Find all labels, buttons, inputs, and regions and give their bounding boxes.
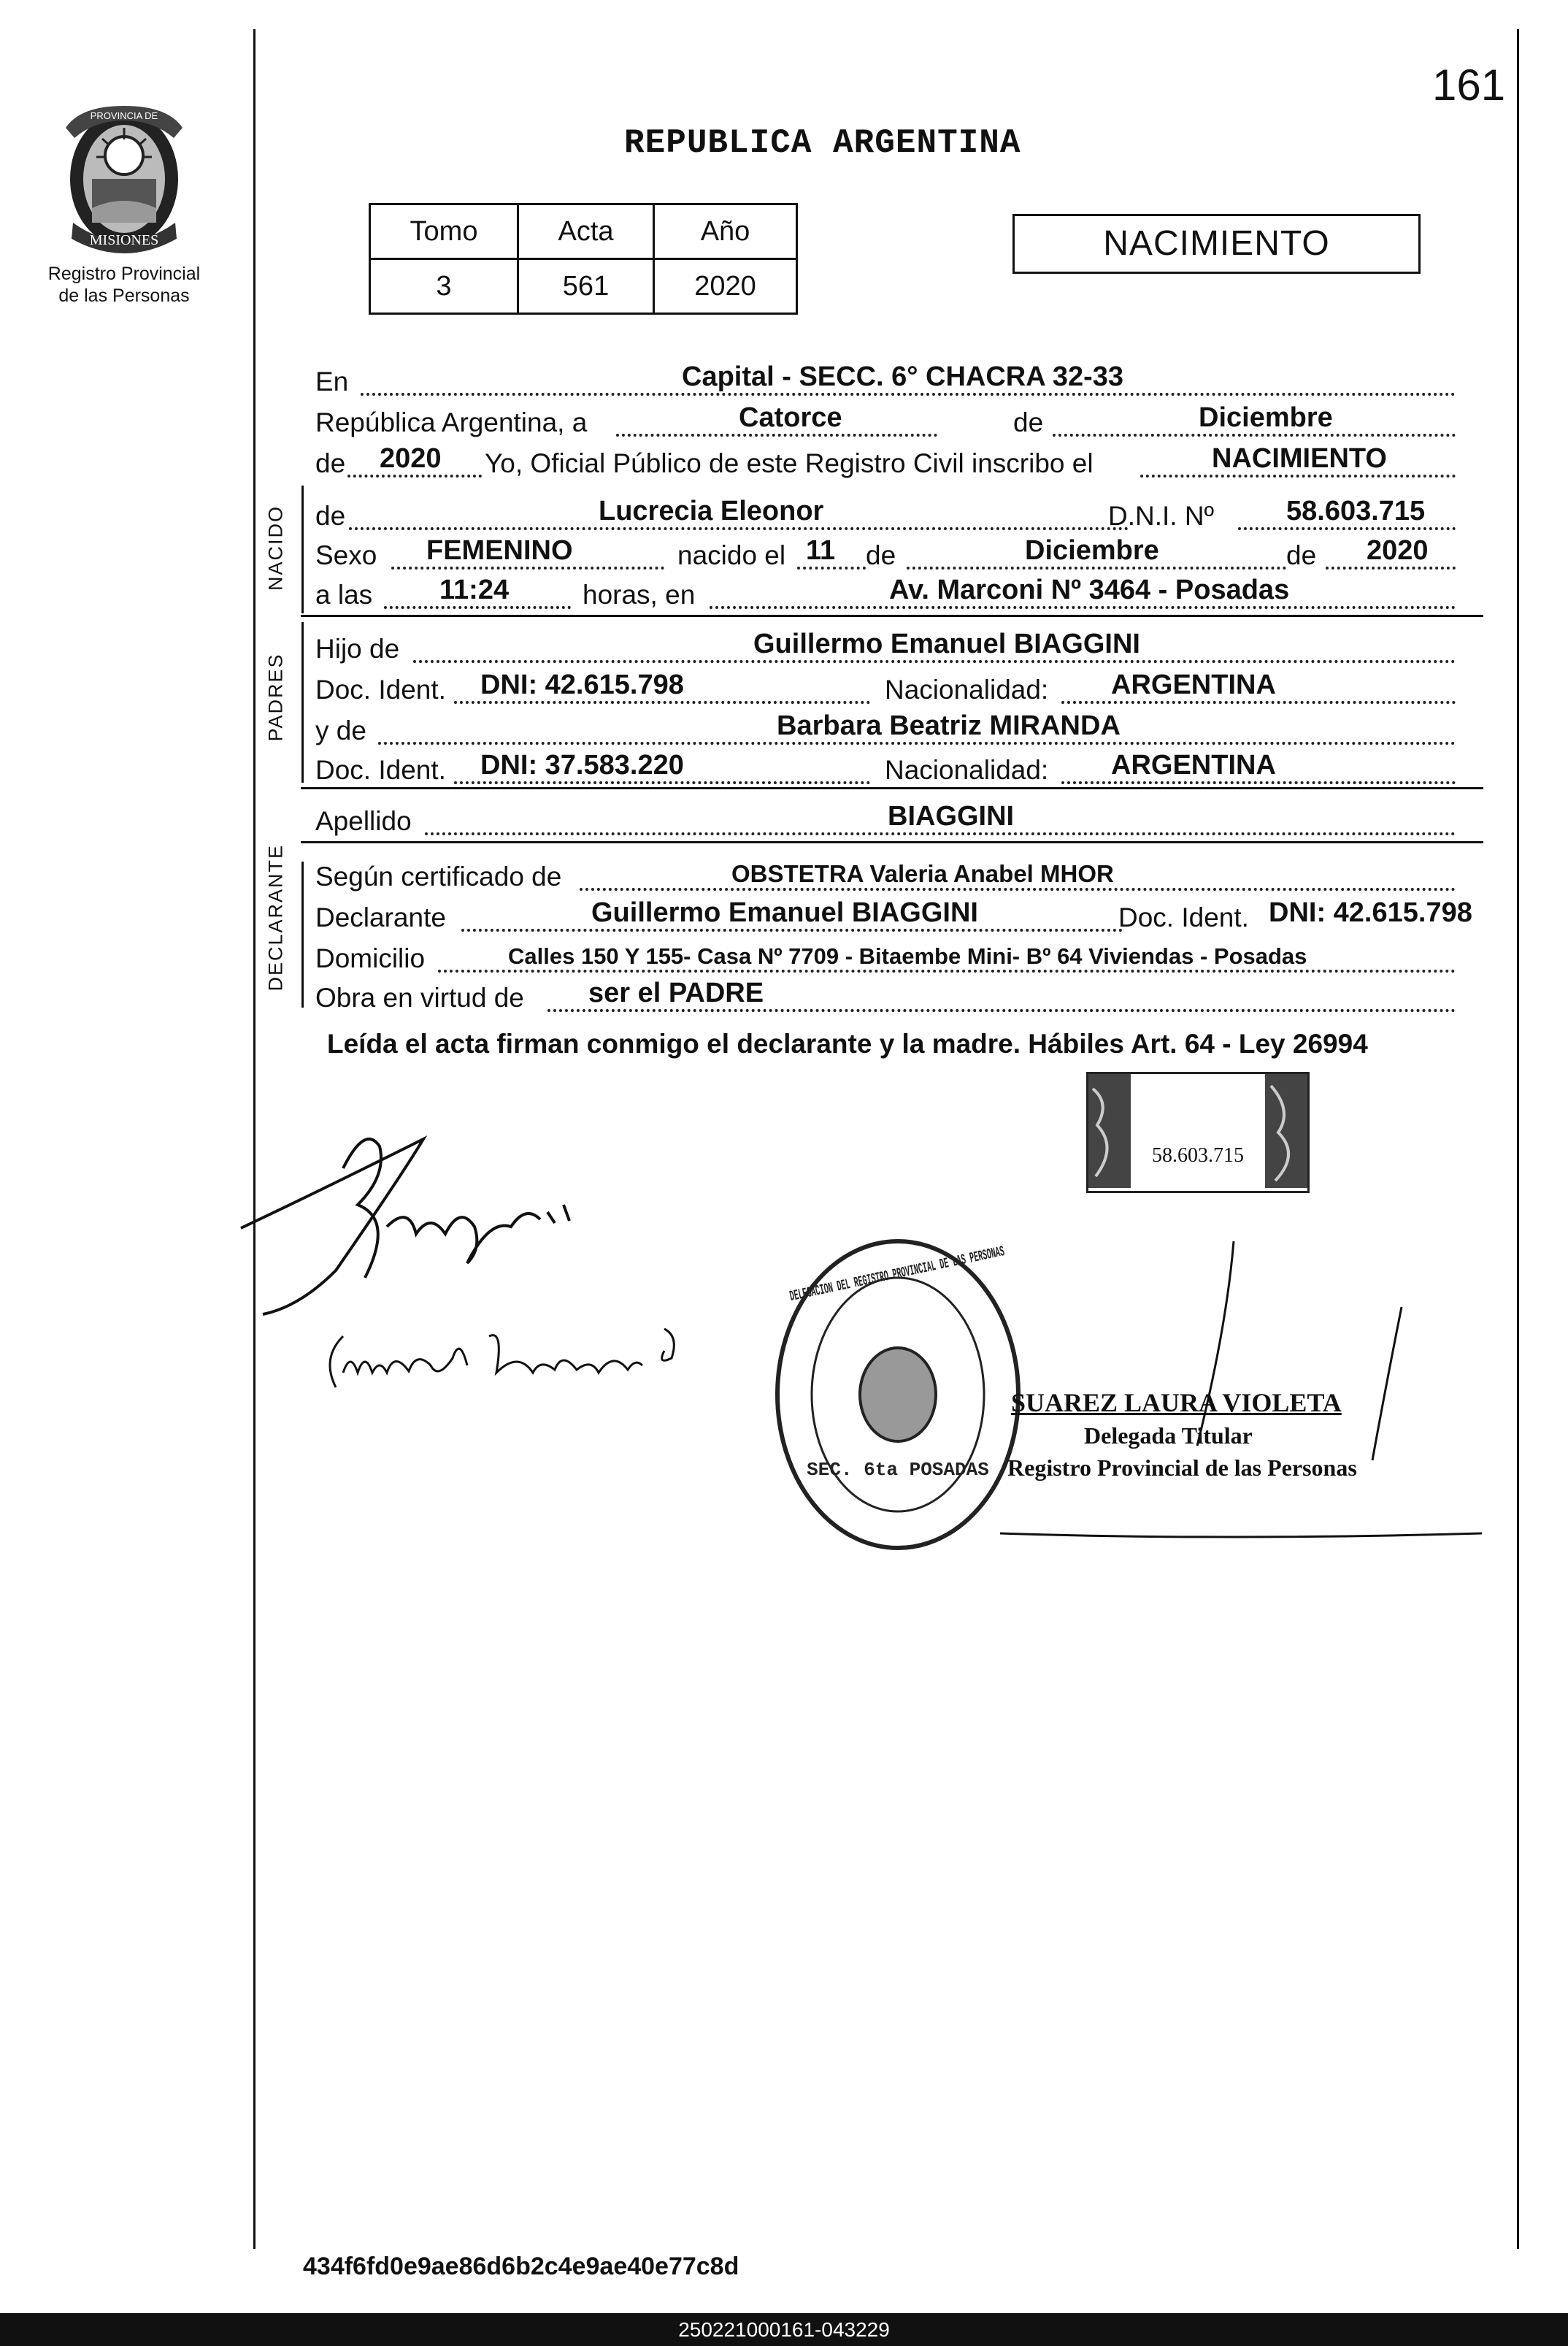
emblem-top-text: PROVINCIA DE xyxy=(90,110,158,121)
official-office: Registro Provincial de las Personas xyxy=(1007,1454,1357,1481)
value-doc-declarante: DNI: 42.615.798 xyxy=(1269,897,1472,928)
side-label-padres: PADRES xyxy=(264,653,287,742)
label-segun: Según certificado de xyxy=(315,862,562,892)
side-label-nacido: NACIDO xyxy=(264,505,287,591)
value-birth-year: 2020 xyxy=(1367,535,1429,566)
label-de-nacido: de xyxy=(315,501,346,531)
label-apellido: Apellido xyxy=(315,806,412,836)
value-sexo: FEMENINO xyxy=(426,535,573,566)
value-inscribo: NACIMIENTO xyxy=(1212,443,1387,474)
row-republica xyxy=(315,399,1483,440)
fingerprint-marks xyxy=(1088,1074,1307,1191)
value-domicilio: Calles 150 Y 155- Casa Nº 7709 - Bitaembe Mini- Bº 64 Viviendas - Posadas xyxy=(508,943,1307,969)
row-nacido-name xyxy=(315,492,1483,533)
value-time: 11:24 xyxy=(439,575,510,605)
value-segun: OBSTETRA Valeria Anabel MHOR xyxy=(731,860,1114,887)
row-en xyxy=(315,358,1483,399)
value-day: Catorce xyxy=(739,402,842,433)
acta-table-header-row xyxy=(370,204,797,259)
label-horas-en: horas, en xyxy=(583,580,696,610)
label-doc-mother: Doc. Ident. xyxy=(315,755,446,785)
value-mother: Barbara Beatriz MIRANDA xyxy=(777,710,1121,741)
fingerprint-dni: 58.603.715 xyxy=(1152,1144,1244,1167)
value-birth-place: Av. Marconi Nº 3464 - Posadas xyxy=(889,575,1290,605)
row-sexo xyxy=(315,532,1483,572)
label-doc-father: Doc. Ident. xyxy=(315,675,446,705)
emblem-bottom-text: MISIONES xyxy=(89,232,159,248)
official-name: SUAREZ LAURA VIOLETA xyxy=(1011,1388,1342,1417)
label-en: En xyxy=(315,367,349,396)
label-declarante: Declarante xyxy=(315,902,446,932)
fingerprint-box xyxy=(1086,1072,1310,1193)
footer-id-bar: 250221000161-043229 xyxy=(0,2313,1568,2346)
value-child-name: Lucrecia Eleonor xyxy=(599,496,824,526)
value-nac-father: ARGENTINA xyxy=(1111,670,1276,700)
value-ano: 2020 xyxy=(654,259,797,314)
stamp-center-text: SEC. 6ta POSADAS xyxy=(807,1459,989,1481)
label-hijo-de: Hijo de xyxy=(315,634,400,664)
value-doc-mother: DNI: 37.583.220 xyxy=(480,750,684,781)
nacido-bracket xyxy=(301,486,304,613)
province-emblem-logo xyxy=(51,99,197,259)
value-birth-day: 11 xyxy=(806,535,836,566)
label-republica: República Argentina, a xyxy=(315,407,588,437)
header-acta: Acta xyxy=(518,204,654,259)
value-apellido: BIAGGINI xyxy=(888,801,1015,832)
row-hora-lugar xyxy=(315,571,1483,612)
label-y-de: y de xyxy=(315,716,366,745)
stamp-ring-text: DELEGACION DEL REGISTRO PROVINCIAL DE LAS PERSONAS xyxy=(788,1197,1221,1306)
header-tomo: Tomo xyxy=(370,204,518,259)
label-de: de xyxy=(1013,407,1044,437)
label-de-month: de xyxy=(866,540,896,570)
divider-padres-apellido xyxy=(301,787,1483,789)
declarante-bracket xyxy=(301,862,304,1008)
row-yo xyxy=(315,440,1483,480)
label-yo: Yo, Oficial Público de este Registro Civil inscribo el xyxy=(485,448,1094,478)
label-obra: Obra en virtud de xyxy=(315,983,524,1013)
value-acta: 561 xyxy=(518,259,654,314)
logo-caption-line1: Registro Provincial xyxy=(47,264,201,284)
page-number: 161 xyxy=(1432,61,1506,110)
row-obra xyxy=(315,974,1483,1015)
label-de-year: de xyxy=(315,448,346,478)
label-dni: D.N.I. Nº xyxy=(1108,501,1215,531)
closing-statement: Leída el acta firman conmigo el declarante y la madre. Hábiles Art. 64 - Ley 26994 xyxy=(327,1029,1368,1059)
mother-signature xyxy=(314,1307,708,1417)
document-hash: 434f6fd0e9ae86d6b2c4e9ae40e77c8d xyxy=(303,2253,739,2280)
label-domicilio: Domicilio xyxy=(315,943,426,973)
value-nac-mother: ARGENTINA xyxy=(1111,750,1276,781)
row-apellido xyxy=(315,797,1483,838)
document-type-box: NACIMIENTO xyxy=(1012,214,1421,274)
label-sexo: Sexo xyxy=(315,540,377,570)
acta-table xyxy=(369,203,798,315)
label-nac-mother: Nacionalidad: xyxy=(885,755,1049,785)
row-hijo-de xyxy=(315,625,1483,666)
row-segun xyxy=(315,853,1483,894)
value-doc-father: DNI: 42.615.798 xyxy=(480,670,684,700)
value-en: Capital - SECC. 6° CHACRA 32-33 xyxy=(682,361,1124,392)
header-ano: Año xyxy=(654,204,797,259)
label-de-year2: de xyxy=(1286,540,1317,570)
label-nacido-el: nacido el xyxy=(677,540,786,570)
value-obra: ser el PADRE xyxy=(588,978,764,1008)
divider-apellido-declarante xyxy=(301,841,1483,843)
divider-nacido-padres xyxy=(301,615,1483,617)
label-nac-father: Nacionalidad: xyxy=(885,675,1049,705)
row-doc-mother xyxy=(315,746,1483,787)
label-a-las: a las xyxy=(315,580,373,610)
right-margin-line xyxy=(1517,29,1519,2249)
value-child-dni: 58.603.715 xyxy=(1286,496,1426,526)
acta-table-value-row xyxy=(370,259,797,314)
value-declarante: Guillermo Emanuel BIAGGINI xyxy=(591,897,978,928)
value-month: Diciembre xyxy=(1199,402,1333,433)
row-domicilio xyxy=(315,935,1483,975)
value-father: Guillermo Emanuel BIAGGINI xyxy=(753,629,1140,659)
logo-caption xyxy=(29,263,219,307)
official-role: Delegada Titular xyxy=(1084,1422,1253,1449)
padres-bracket xyxy=(301,622,304,783)
value-birth-month: Diciembre xyxy=(1025,535,1159,566)
row-y-de xyxy=(315,707,1483,748)
document-title: REPUBLICA ARGENTINA xyxy=(624,124,1021,162)
side-label-declarante: DECLARANTE xyxy=(264,843,287,992)
row-doc-father xyxy=(315,666,1483,707)
label-doc-declarante: Doc. Ident. xyxy=(1118,902,1249,932)
value-year: 2020 xyxy=(380,443,442,474)
row-declarante xyxy=(315,894,1483,935)
logo-caption-line2: de las Personas xyxy=(58,285,190,306)
value-tomo: 3 xyxy=(370,259,518,314)
